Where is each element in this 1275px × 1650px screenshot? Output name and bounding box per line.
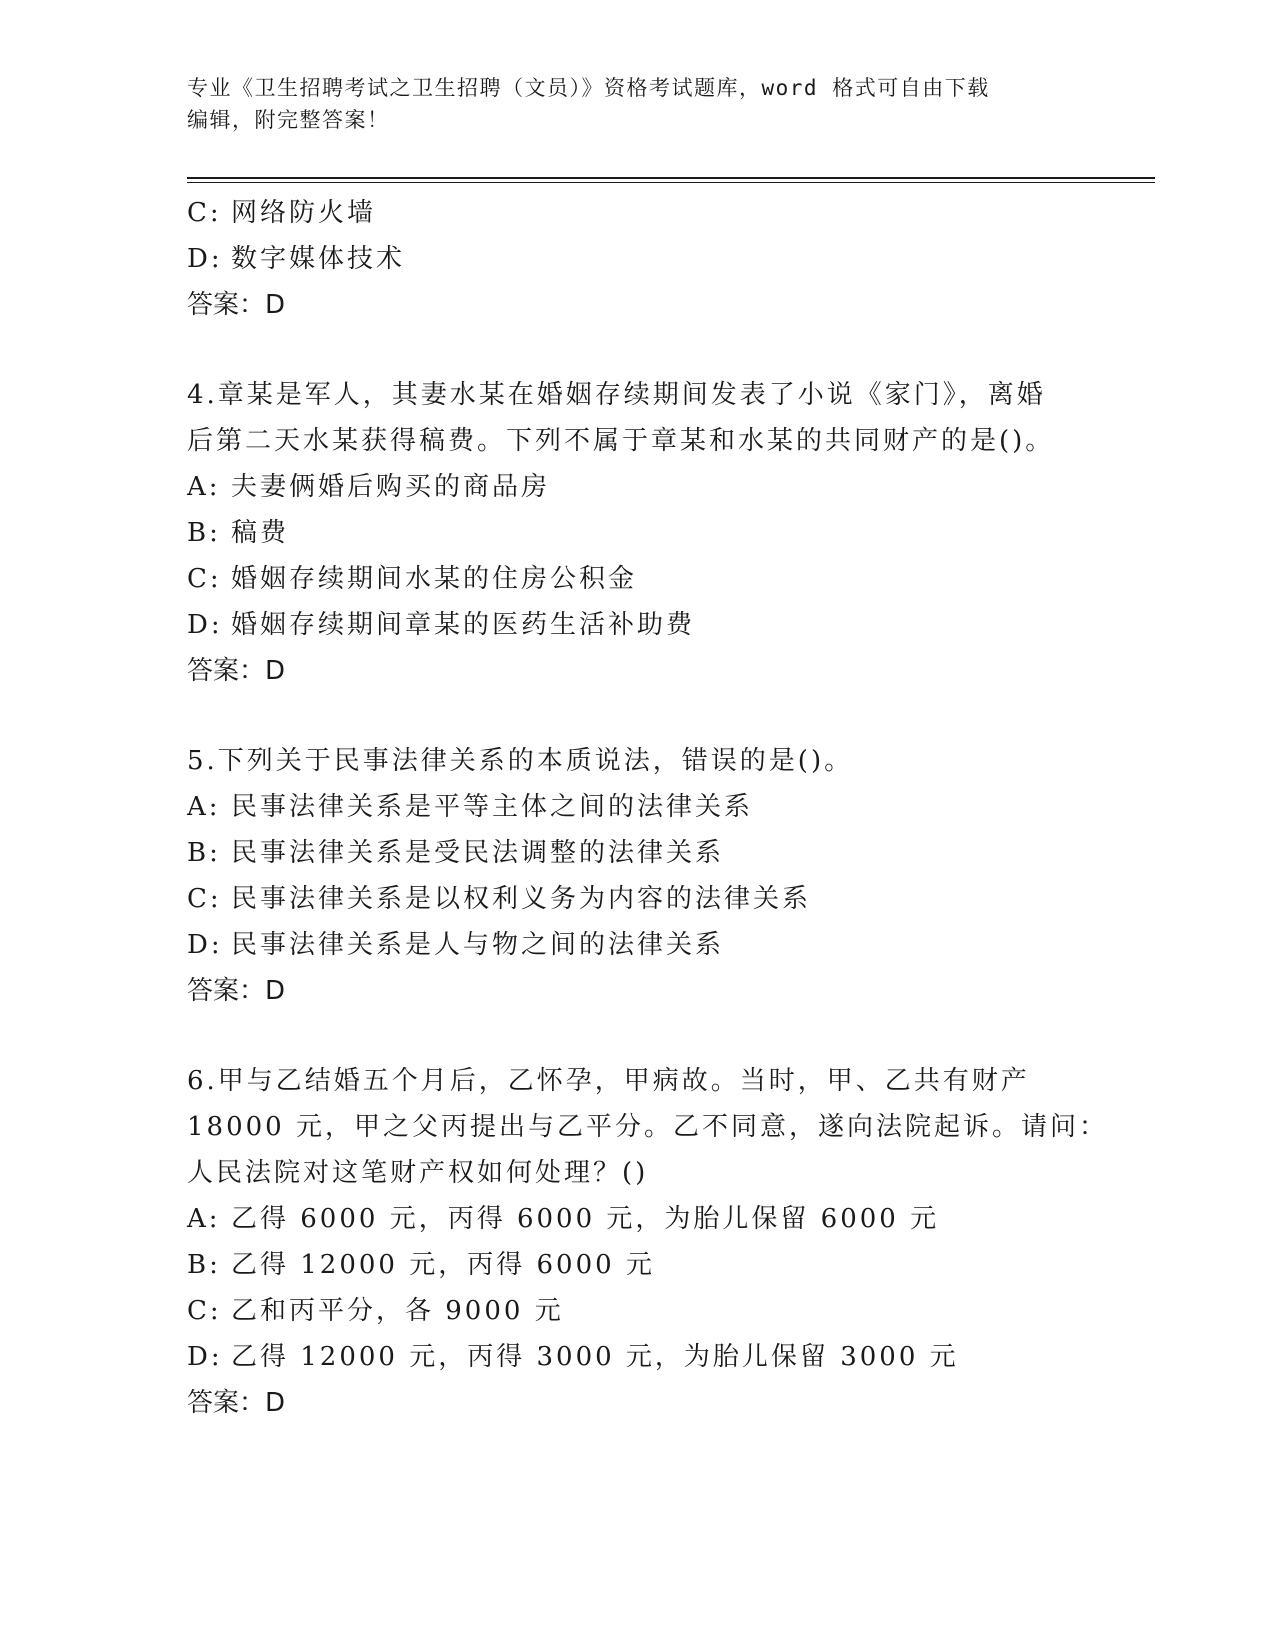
document-body — [187, 190, 1107, 1426]
question-6 — [187, 1058, 1107, 1426]
option-a: A: 夫妻俩婚后购买的商品房 — [187, 472, 551, 502]
option-b: B: 民事法律关系是受民法调整的法律关系 — [187, 838, 725, 868]
question-text-line: 5.下列关于民事法律关系的本质说法，错误的是()。 — [187, 746, 854, 776]
option-d: D: 乙得 12000 元，丙得 3000 元，为胎儿保留 3000 元 — [187, 1342, 959, 1372]
option-a: A: 民事法律关系是平等主体之间的法律关系 — [187, 792, 754, 822]
answer-line: 答案：D — [187, 976, 286, 1006]
option-c: C: 民事法律关系是以权利义务为内容的法律关系 — [187, 884, 812, 914]
option-b: B: 乙得 12000 元，丙得 6000 元 — [187, 1250, 655, 1280]
option-d: D: 婚姻存续期间章某的医药生活补助费 — [187, 610, 696, 640]
question-text-line: 18000 元，甲之父丙提出与乙平分。乙不同意，遂向法院起诉。请问： — [187, 1112, 1108, 1142]
question-3-tail — [187, 190, 1107, 328]
option-d: D: 民事法律关系是人与物之间的法律关系 — [187, 930, 725, 960]
document-header — [187, 72, 1087, 136]
question-text-line: 人民法院对这笔财产权如何处理？() — [187, 1158, 649, 1188]
answer-line: 答案：D — [187, 1388, 286, 1418]
header-line-1: 专业《卫生招聘考试之卫生招聘（文员）》资格考试题库，word 格式可自由下载 — [187, 76, 990, 100]
option-c: C: 网络防火墙 — [187, 198, 377, 228]
option-c: C: 乙和丙平分，各 9000 元 — [187, 1296, 564, 1326]
question-5 — [187, 738, 1107, 1014]
option-c: C: 婚姻存续期间水某的住房公积金 — [187, 564, 638, 594]
option-d: D: 数字媒体技术 — [187, 244, 406, 274]
question-text-line: 4.章某是军人，其妻水某在婚姻存续期间发表了小说《家门》，离婚 — [187, 380, 1046, 410]
answer-line: 答案：D — [187, 290, 286, 320]
answer-line: 答案：D — [187, 656, 286, 686]
option-a: A: 乙得 6000 元，丙得 6000 元，为胎儿保留 6000 元 — [187, 1204, 940, 1234]
question-4 — [187, 372, 1107, 694]
header-rule-thick — [187, 177, 1155, 179]
header-rule-thin — [187, 182, 1155, 183]
question-text-line: 6.甲与乙结婚五个月后，乙怀孕，甲病故。当时，甲、乙共有财产 — [187, 1066, 1030, 1096]
question-text-line: 后第二天水某获得稿费。下列不属于章某和水某的共同财产的是()。 — [187, 426, 1055, 456]
option-b: B: 稿费 — [187, 518, 290, 548]
header-line-2: 编辑，附完整答案！ — [187, 108, 390, 132]
